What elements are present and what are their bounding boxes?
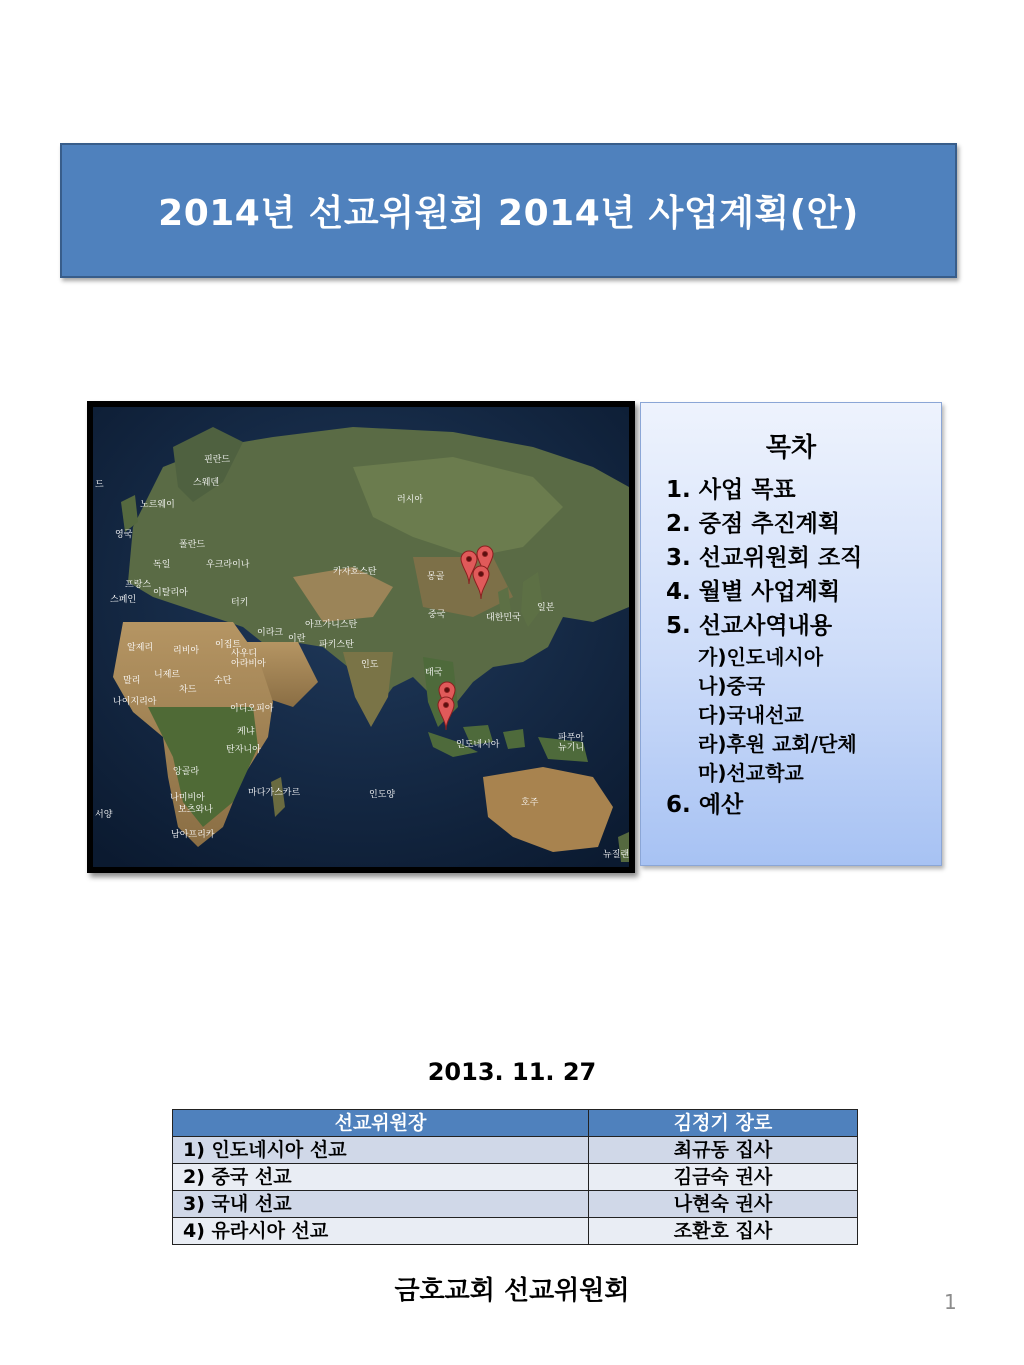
committee-table — [172, 1109, 858, 1245]
map-label-angola: 앙골라 — [173, 767, 200, 777]
map-label-iraq: 이라크 — [257, 628, 284, 638]
map-label-nz: 뉴질랜 — [603, 850, 629, 860]
toc-item: 1. 사업 목표 — [666, 477, 796, 503]
toc-sub-item: 마)선교학교 — [698, 761, 804, 785]
map-label-mali: 말리 — [123, 676, 141, 686]
table-cell-role: 3) 국내 선교 — [173, 1191, 589, 1218]
map-label-kenya: 케냐 — [237, 727, 255, 737]
toc-item: 4. 월별 사업계획 — [666, 579, 841, 605]
map-label-tanzania: 탄자니아 — [226, 745, 261, 755]
map-label-egypt: 이집트 — [215, 640, 242, 650]
table-header-row — [173, 1110, 858, 1137]
map-label-japan: 일본 — [537, 603, 555, 613]
table-cell-person: 조환호 집사 — [588, 1218, 857, 1245]
toc-item: 5. 선교사역내용 — [666, 613, 833, 639]
table-cell-role: 1) 인도네시아 선교 — [173, 1137, 589, 1164]
map-label-sudan: 수단 — [214, 676, 232, 686]
table-cell-person: 김금숙 권사 — [588, 1164, 857, 1191]
toc-list — [666, 473, 862, 822]
map-label-iran: 이란 — [288, 634, 306, 644]
organization-name: 금호교회 선교위원회 — [394, 1276, 630, 1306]
table-row — [173, 1137, 858, 1164]
map-label-mongolia: 몽골 — [427, 572, 445, 582]
map-label-atlantic: 서양 — [95, 810, 113, 820]
map-label-thailand: 태국 — [425, 668, 443, 678]
toc-sub-item: 다)국내선교 — [698, 703, 804, 727]
map-label-uk: 영국 — [115, 530, 133, 540]
satellite-map-image — [93, 407, 629, 867]
map-label-namibia: 나미비아 — [170, 793, 205, 803]
table-cell-person: 나현숙 권사 — [588, 1191, 857, 1218]
table-header-cell: 김정기 장로 — [588, 1110, 857, 1137]
document-date: 2013. 11. 27 — [427, 1058, 597, 1086]
map-label-saudi: 사우디 아라비아 — [231, 649, 266, 669]
title-banner — [60, 143, 957, 278]
map-label-pakistan: 파키스탄 — [319, 640, 354, 650]
map-label-france: 프랑스 — [125, 580, 152, 590]
table-cell-role: 4) 유라시아 선교 — [173, 1218, 589, 1245]
map-label-norway: 노르웨이 — [140, 500, 175, 510]
table-cell-person: 최규동 집사 — [588, 1137, 857, 1164]
map-label-south-africa: 남아프리카 — [171, 830, 215, 840]
map-label-edge: 드 — [95, 480, 104, 490]
map-label-italy: 이탈리아 — [153, 588, 188, 598]
map-label-algeria: 알제리 — [127, 643, 154, 653]
table-cell-role: 2) 중국 선교 — [173, 1164, 589, 1191]
table-row — [173, 1164, 858, 1191]
map-label-germany: 독일 — [153, 560, 171, 570]
map-label-russia: 러시아 — [397, 495, 424, 505]
map-label-chad: 차드 — [179, 685, 197, 695]
map-label-indian-ocean: 인도양 — [369, 790, 396, 800]
toc-sub-item: 가)인도네시아 — [698, 645, 824, 669]
map-label-libya: 리비아 — [173, 646, 200, 656]
map-label-china: 중국 — [428, 610, 446, 620]
map-label-sweden: 스웨덴 — [193, 478, 220, 488]
map-label-spain: 스페인 — [110, 595, 137, 605]
map-label-indonesia: 인도네시아 — [456, 740, 500, 750]
toc-item: 3. 선교위원회 조직 — [666, 545, 863, 571]
map-label-png: 파푸아 뉴기니 — [558, 733, 585, 753]
toc-sub-item: 나)중국 — [698, 674, 766, 698]
map-label-niger: 니제르 — [154, 670, 181, 680]
page-number: 1 — [944, 1290, 957, 1314]
mission-map — [87, 401, 635, 873]
map-label-poland: 폴란드 — [179, 540, 206, 550]
toc-heading: 목차 — [765, 433, 817, 463]
map-label-botswana: 보츠와나 — [178, 805, 213, 815]
map-label-nigeria: 나이지리아 — [113, 697, 157, 707]
map-label-afghanistan: 아프가니스탄 — [305, 620, 358, 630]
toc-sub-item: 라)후원 교회/단체 — [698, 732, 857, 756]
toc-item: 6. 예산 — [666, 792, 744, 818]
map-label-madagascar: 마다가스카르 — [248, 788, 301, 798]
table-row — [173, 1191, 858, 1218]
map-label-india: 인도 — [361, 660, 379, 670]
map-label-ukraine: 우크라이나 — [206, 560, 250, 570]
table-header-cell: 선교위원장 — [173, 1110, 589, 1137]
document-title: 2014년 선교위원회 2014년 사업계획(안) — [158, 193, 859, 234]
map-label-australia: 호주 — [521, 798, 539, 808]
map-label-kazakhstan: 카자흐스탄 — [333, 567, 377, 577]
toc-item: 2. 중점 추진계획 — [666, 511, 841, 537]
map-label-finland: 핀란드 — [204, 455, 231, 465]
table-of-contents — [640, 402, 942, 866]
map-label-korea: 대한민국 — [486, 613, 521, 623]
map-label-ethiopia: 이디오피아 — [230, 704, 274, 714]
map-label-turkey: 터키 — [231, 598, 249, 608]
table-row — [173, 1218, 858, 1245]
